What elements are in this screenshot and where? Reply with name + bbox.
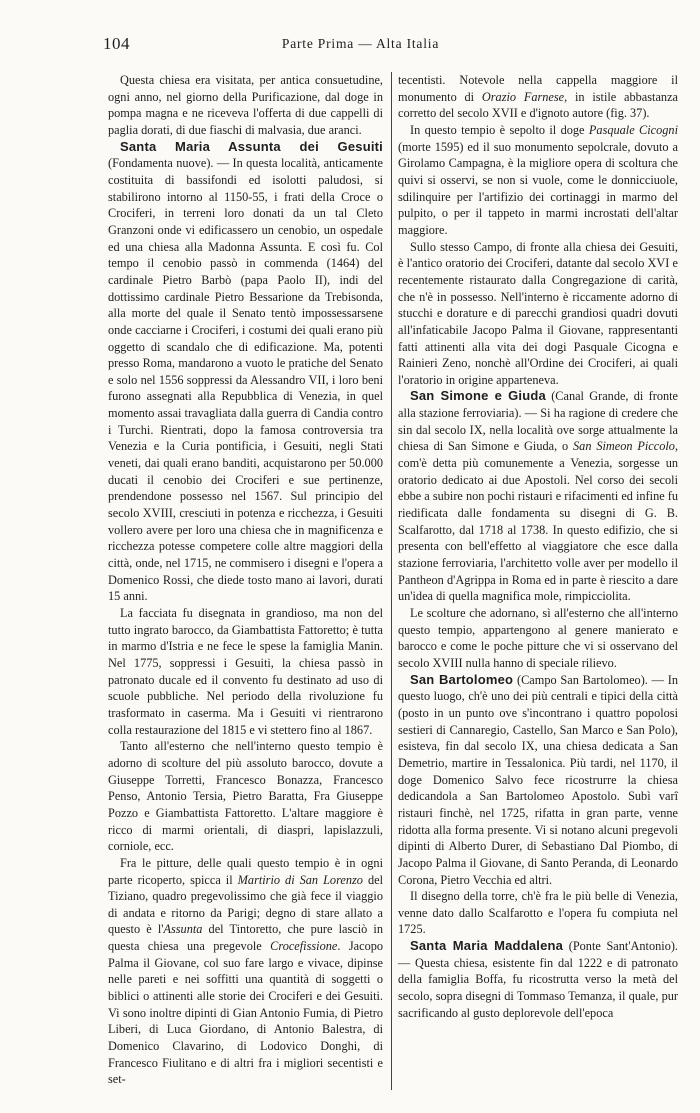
- paragraph: San Simone e Giuda (Canal Grande, di fronte alla stazione ferroviaria). — Si ha ragione di credere che sin dal secolo IX, nella località ove sorge attualmente la chiesa di San Simone e Giuda, o San Simeon Piccolo, com'è detta più comunemente a Venezia, sorgesse un oratorio dedicato ai due Apostoli. Nel corso dei secoli ebbe a subire non pochi ristauri e rifacimenti ed infine fu riedificata dalle fondamenta su disegni di G. B. Scalfarotto, dal 1718 al 1738. In questo edifizio, che si presenta con bell'effetto al viaggiatore che esce dalla stazione ferroviaria, l'architetto volle aver per modello il Pantheon d'Agrippa in Roma ed in parte è riescito a dare un'idea di quella magnifica mole, rimpicciolita.: [398, 388, 679, 604]
- paragraph: La facciata fu disegnata in grandioso, ma non del tutto ingrato barocco, da Giambattista Fattoretto; è tutta in marmo d'Istria e ne fece le spese la famiglia Manin. Nel 1775, soppressi i Gesuiti, la chiesa passò in patronato ducale ed il convento fu destinato ad uso di scuole pubbliche. Nel periodo della rivoluzione fu trasformato in caserma. Ma i Gesuiti vi rientrarono colla restaurazione del 1815 e vi stettero fino al 1867.: [108, 606, 383, 737]
- paragraph: tecentisti. Notevole nella cappella maggiore il monumento di Orazio Farnese, in istile abbastanza corretto del secolo XVII e d'ignoto autore (fig. 37).: [398, 73, 678, 121]
- artwork-title: Martirio di San Lorenzo: [237, 872, 363, 887]
- section-heading: San Bartolomeo: [410, 671, 514, 687]
- paragraph: In questo tempio è sepolto il doge Pasquale Cicogni (morte 1595) ed il suo monumento sepolcrale, dovuto a Girolamo Campagna, è la migliore opera di scoltura che quivi si osservi, se non si vuole, come le donnicciuole, sdilinquire per l'artifizio dei cortinaggi in marmo del pulpito, o per il tappeto in marmi incrostati dell'altar maggiore.: [398, 122, 678, 237]
- monument-name: Orazio Farnese: [481, 89, 565, 104]
- paragraph: Tanto all'esterno che nell'interno questo tempio è adorno di scolture del più assoluto barocco, dovute a Giuseppe Torretti, Francesco Bonazza, Francesco Penso, Antonio Tersia, Pietro Baratta, Fra Giuseppe Pozzo e Giambattista Fattoretto. L'altare maggiore è ricco di marmi orientali, di diaspri, lapislazzuli, corniole, ecc.: [108, 739, 383, 854]
- left-column: [108, 72, 383, 1088]
- section-heading: Santa Maria Maddalena: [410, 938, 564, 954]
- paragraph: Il disegno della torre, ch'è fra le più belle di Venezia, venne dato dallo Scalfarotto e l'opera fu compiuta nel 1725.: [398, 889, 678, 937]
- page-header: [103, 34, 618, 54]
- artwork-title: Crocefissione: [270, 939, 338, 954]
- paragraph: San Bartolomeo (Campo San Bartolomeo). — In questo luogo, ch'è uno dei più centrali e tipici della città (posto in un punto ove s'incontrano i quattro popolosi sestieri di Cannaregio, Castello, San Marco e San Polo), esisteva, fin dal secolo IX, una chiesa dedicata a San Demetrio, martire in Tessalonica. Più tardi, nel 1170, il doge Domenico Salvo fece ricostrurre la chiesa dedicandola a San Bartolomeo Apostolo. Subì varî ristauri finchè, nel 1725, rifatta in gran parte, venne ridotta alla forma presente. Vi si notano alcuni pregevoli dipinti di Alberto Durer, di Sebastiano Dal Piombo, di Jacopo Palma il Giovane, di Santo Peranda, di Leonardo Corona, Pietro Vecchia ed altri.: [398, 671, 678, 887]
- section-heading: Santa Maria Assunta dei Gesuiti: [120, 138, 383, 154]
- paragraph: Sullo stesso Campo, di fronte alla chiesa dei Gesuiti, è l'antico oratorio dei Crociferi, datante dal secolo XVI e recentemente ristaurato dalla Congregazione di carità, che n'è in possesso. Nell'interno è riccamente adorno di stucchi e dorature e di parecchi grandiosi quadri dovuti all'infaticabile Jacopo Palma il Giovane, rappresentanti fatti attinenti alla vita dei dogi Pasquale Cicogna e Rainieri Zeno, nonchè all'Ordine dei Crociferi, ai quali l'oratorio in origine apparteneva.: [398, 239, 678, 387]
- paragraph: Le scolture che adornano, sì all'esterno che all'interno questo tempio, appartengono al genere manierato e barocco e come le poche pitture che vi si osservano del secolo XVIII nulla hanno di speciale rilievo.: [398, 606, 678, 670]
- paragraph: Questa chiesa era visitata, per antica consuetudine, ogni anno, nel giorno della Purificazione, dal doge in pompa magna e ne riceveva l'offerta di due cappelli di paglia dorati, di due fiaschi di malvasia, due aranci.: [108, 73, 383, 137]
- running-title: Parte Prima — Alta Italia: [281, 36, 440, 51]
- doge-name: Pasquale Cicogni: [588, 122, 678, 137]
- artwork-title: Assunta: [163, 922, 203, 937]
- paragraph: Fra le pitture, delle quali questo tempio è in ogni parte ricoperto, spicca il Martirio di San Lorenzo del Tiziano, quadro pregevolissimo che già fece il viaggio di andata e ritorno da Parigi; degno di stare allato a questo è l'Assunta del Tintoretto, che pure lasciò in questa chiesa una pregevole Crocefissione. Jacopo Palma il Giovane, col suo fare largo e vivace, dipinse nelle pareti e nei soffitti una quantità di soggetti o biblici o attinenti alle storie dei Crociferi e dei Gesuiti. Vi sono inoltre dipinti di Gian Antonio Fumia, di Pietro Liberi, di Luca Giordano, di Antonio Balestra, di Domenico Clavarino, di Lodovico Donghi, di Francesco Fiulitano e di altri fra i migliori secentisti e set-: [108, 855, 384, 1087]
- paragraph: Santa Maria Maddalena (Ponte Sant'Antonio). — Questa chiesa, esistente fin dal 1222 e di patronato della famiglia Boffa, fu ricostrutta verso la metà del secolo, sopra disegni di Tommaso Temanza, il quale, pur sacrificando al gusto deplorevole dell'epoca: [398, 938, 679, 1020]
- section-heading: San Simone e Giuda: [410, 388, 546, 404]
- church-alias: San Simeon Piccolo: [573, 439, 675, 454]
- column-divider: [391, 72, 392, 1090]
- paragraph: Santa Maria Assunta dei Gesuiti (Fondamenta nuove). — In questa località, anticamente costituita di bassifondi ed isolotti paludosi, si stabilirono intorno al 1150-55, i frati della Croce o Crociferi, in terreni loro donati da un tal Cleto Granzoni onde vi edificassero un cenobio, un ospedale ed una chiesa alla Madonna Assunta. E così fu. Col tempo il cenobio passò in commenda (1464) del cardinale Pietro Barbò (papa Paolo II), indi del dottissimo cardinale Pietro Bessarione da Trebisonda, alla morte del quale il Senato tentò impossessarsene onde cacciarne i Crociferi, i costumi dei quali erano più oggetto di scandalo che di edificazione. Ma, potenti presso Roma, mandarono a vuoto le pratiche del Senato e solo nel 1556 soppressi da Alessandro VII, i loro beni furono assegnati alla Repubblica di Venezia, in quel momento assai travagliata dalla guerra di Candia contro i Turchi. Rientrati, dopo la famosa controversia tra Venezia e la Curia pontificia, i Gesuiti, negli Stati veneti, dai quali erano banditi, acquistarono per 50.000 ducati il cenobio dei Crociferi e sue pertinenze, prendendone possesso nel 1567. Sul principio del secolo XVIII, cresciuti in potenza e ricchezza, i Gesuiti vollero avere per loro una chiesa che in magnificenza e ricchezza potesse competere colle altre maggiori della città, onde, nel 1715, ne commisero i disegni e l'opera a Domenico Rossi, che diede tosto mano ai lavori, durati 15 anni.: [108, 138, 383, 604]
- right-column: [398, 72, 678, 1021]
- page-number: 104: [103, 34, 130, 53]
